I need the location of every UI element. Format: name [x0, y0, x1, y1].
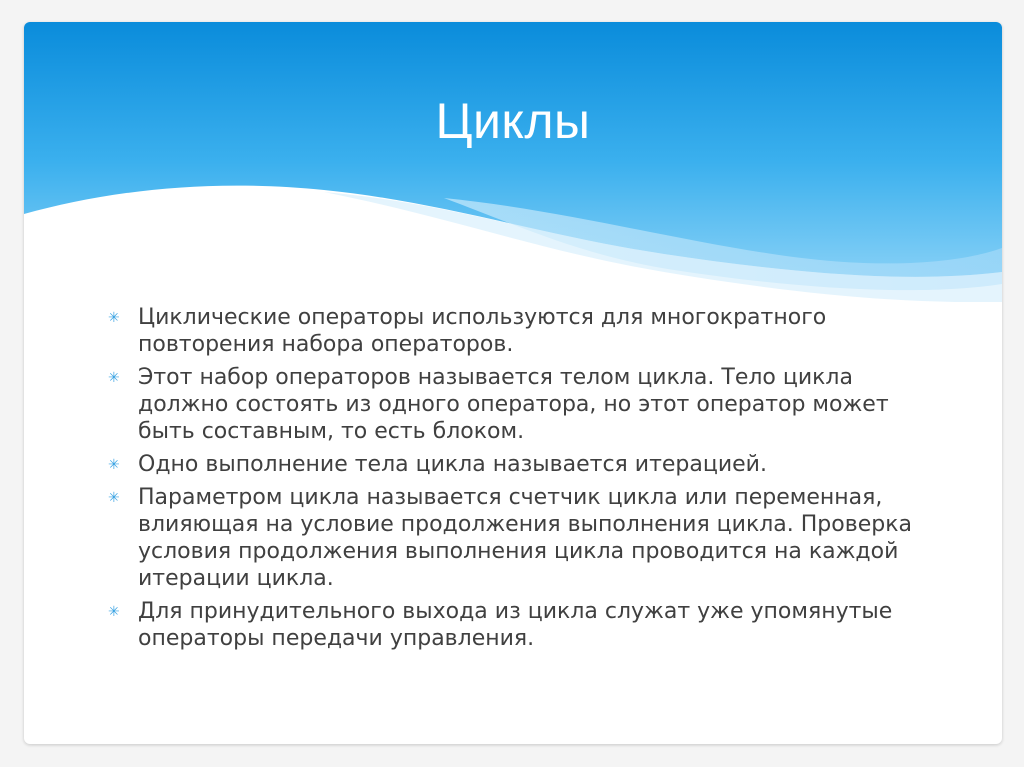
asterisk-bullet-icon: ✳ — [108, 370, 120, 386]
asterisk-bullet-icon: ✳ — [108, 310, 120, 326]
bullet-list — [108, 304, 928, 658]
list-item-text: Параметром цикла называется счетчик цикла или переменная, влияющая на условие продолжения выполнения цикла. Проверка условия продолжения выполнения цикла проводится на каждой итерации цикла. — [138, 485, 912, 591]
list-item — [108, 451, 928, 478]
list-item-text: Циклические операторы используются для многократного повторения набора операторов. — [138, 305, 827, 357]
list-item — [108, 364, 928, 445]
slide-title: Циклы — [435, 93, 591, 149]
list-item — [108, 484, 928, 592]
list-item — [108, 598, 928, 652]
asterisk-bullet-icon: ✳ — [108, 457, 120, 473]
header-wave-background — [24, 22, 1002, 302]
list-item-text: Этот набор операторов называется телом цикла. Тело цикла должно состоять из одного оператора, но этот оператор может быть составным, то есть блоком. — [138, 365, 889, 444]
asterisk-bullet-icon: ✳ — [108, 604, 120, 620]
slide — [24, 22, 1002, 744]
list-item — [108, 304, 928, 358]
list-item-text: Для принудительного выхода из цикла служат уже упомянутые операторы передачи управления. — [138, 599, 893, 651]
list-item-text: Одно выполнение тела цикла называется итерацией. — [138, 452, 767, 477]
asterisk-bullet-icon: ✳ — [108, 490, 120, 506]
